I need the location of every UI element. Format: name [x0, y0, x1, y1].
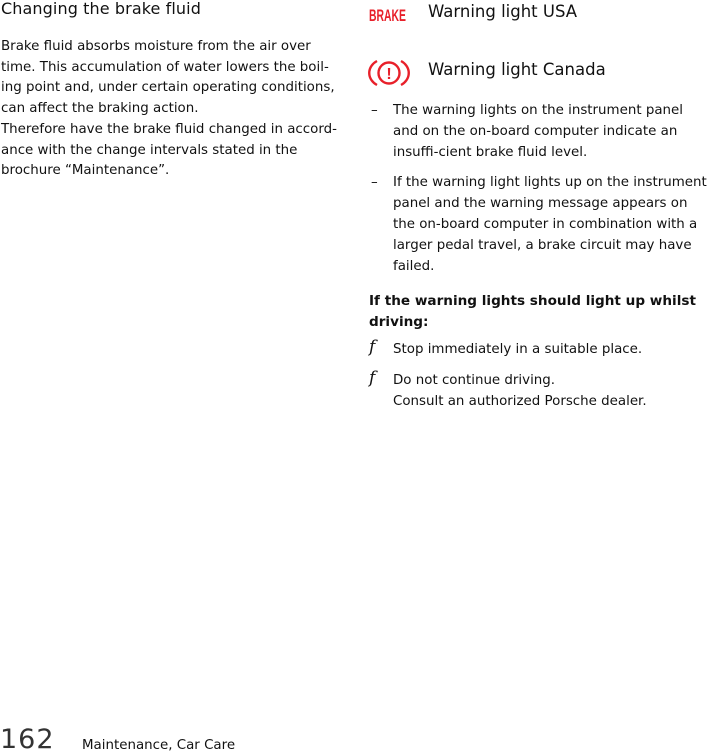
list-item: [369, 173, 711, 277]
intro-paragraph: Brake fluid absorbs moisture from the air over time. This accumulation of water lowers the boil-ing point and, under certain operating conditions, can affect the braking action.: [1, 39, 335, 117]
dash-marker: –: [371, 103, 378, 118]
right-column: [369, 0, 711, 413]
list-item: [369, 101, 711, 163]
list-item: [369, 368, 711, 413]
exclamation-circle-icon: [369, 57, 409, 89]
warning-bullet-list: [369, 101, 711, 277]
warning-light-usa-label: Warning light USA: [428, 2, 578, 21]
warning-light-canada-label: Warning light Canada: [428, 60, 606, 79]
bullet-text: If the warning light lights up on the instrument panel and the warning message appears on the on-board computer in combination with a larger pedal travel, a brake circuit may have failed.: [393, 175, 707, 274]
warning-light-canada-row: [369, 60, 711, 90]
section-heading: Changing the brake fluid: [1, 0, 201, 18]
step-text-continued: Consult an authorized Porsche dealer.: [393, 393, 647, 409]
svg-text:BRAKE: BRAKE: [369, 6, 406, 25]
instruction-list: [369, 337, 711, 412]
footer-section-name: Maintenance, Car Care: [82, 738, 236, 753]
brake-text-icon: [369, 2, 409, 26]
step-text: Stop immediately in a suitable place.: [393, 342, 643, 358]
driving-warning-heading: If the warning lights should light up whilst driving:: [369, 293, 696, 331]
action-marker: f: [369, 337, 376, 358]
svg-text:!: !: [386, 66, 392, 83]
change-interval-paragraph: Therefore have the brake fluid changed in accord-ance with the change intervals stated in the brochure “Maintenance”.: [1, 121, 337, 179]
list-item: [369, 337, 711, 361]
action-marker: f: [369, 368, 376, 389]
dash-marker: –: [371, 175, 378, 191]
left-column: [1, 0, 351, 182]
step-text: Do not continue driving.: [393, 373, 556, 389]
page-number: 162: [0, 724, 55, 755]
bullet-text: The warning lights on the instrument panel and on the on-board computer indicate an insuffi-cient brake fluid level.: [393, 103, 683, 160]
warning-light-usa-row: [369, 3, 711, 33]
